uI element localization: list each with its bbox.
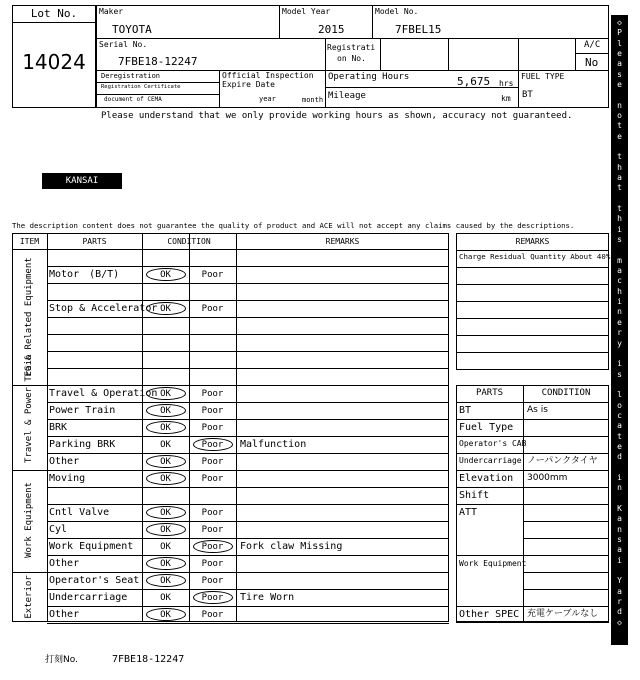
poor-label: Poor — [201, 559, 224, 569]
right-part-label: BT — [459, 405, 472, 416]
month-label: month — [302, 96, 324, 104]
poor-label: Poor — [201, 474, 224, 484]
sidebar-char: a — [617, 266, 622, 276]
row-line — [47, 521, 449, 522]
location-badge: KANSAI — [42, 173, 122, 189]
right-row-line — [456, 487, 609, 488]
ok-circle — [146, 302, 186, 315]
row-line — [47, 317, 449, 318]
sidebar-char: h — [617, 162, 622, 172]
part-label: Moving — [49, 473, 86, 484]
header-row-line-2 — [96, 70, 609, 71]
ok-label: OK — [160, 525, 171, 535]
sidebar-char: e — [617, 131, 622, 141]
row-line — [47, 453, 449, 454]
poor-label: Poor — [201, 423, 224, 433]
sidebar-char: e — [617, 49, 622, 59]
group-label: Exterior — [24, 575, 35, 619]
right-remarks-line: Charge Residual Quantity About 40% — [459, 252, 611, 261]
remarks-row-line — [456, 250, 609, 251]
ok-circle — [146, 608, 186, 621]
sidebar-notice — [611, 15, 628, 645]
sidebar-char: a — [617, 545, 622, 555]
sidebar-char: n — [617, 307, 622, 317]
remark-text: Malfunction — [240, 439, 307, 450]
km-unit: km — [501, 94, 511, 103]
part-label: Operator's Seat — [49, 575, 140, 586]
model-no-label: Model No. — [375, 7, 419, 16]
header-bottom-line — [12, 249, 449, 250]
header-vline — [518, 70, 519, 108]
right-subline — [523, 538, 609, 539]
right-part-label: Shift — [459, 490, 490, 501]
part-label: Cntl Valve — [49, 507, 110, 518]
sidebar-char: d — [617, 452, 622, 462]
row-line — [47, 334, 449, 335]
poor-label: Poor — [201, 406, 224, 416]
model-year-value: 2015 — [318, 23, 345, 36]
header-vline — [279, 5, 280, 38]
sidebar-char: t — [617, 204, 622, 214]
sidebar-char: t — [617, 152, 622, 162]
part-label: Undercarriage — [49, 592, 128, 603]
sidebar-char: P — [617, 28, 622, 38]
remark-text: Tire Worn — [240, 592, 295, 603]
sidebar-char: r — [617, 328, 622, 338]
header-vline — [575, 38, 576, 70]
ok-circle — [146, 472, 186, 485]
row-line — [47, 436, 449, 437]
poor-label: Poor — [201, 525, 224, 535]
dereg-label: Deregistration — [101, 72, 161, 80]
right-subline — [523, 572, 609, 573]
sidebar-char: i — [617, 555, 622, 565]
part-label: Other — [49, 558, 80, 569]
mileage-label: Mileage — [328, 91, 366, 101]
poor-label: Poor — [201, 576, 224, 586]
sidebar-char: t — [617, 121, 622, 131]
sidebar-char: a — [617, 514, 622, 524]
row-line — [47, 402, 449, 403]
ok-label: OK — [160, 406, 171, 416]
th-condition: CONDITION — [167, 237, 211, 246]
sidebar-char: a — [617, 59, 622, 69]
ok-circle — [146, 574, 186, 587]
right-subline — [523, 521, 609, 522]
sidebar-char: Y — [617, 576, 622, 586]
col-line — [47, 233, 48, 622]
poor-label: Poor — [201, 304, 224, 314]
sidebar-char: s — [617, 534, 622, 544]
sidebar-char: i — [617, 359, 622, 369]
row-line — [47, 555, 449, 556]
fuel-label: FUEL TYPE — [521, 72, 565, 81]
poor-label: Poor — [201, 389, 224, 399]
remarks-row-line — [456, 352, 609, 353]
row-line — [47, 470, 449, 471]
lot-number: 14024 — [22, 50, 86, 74]
part-label: BRK — [49, 422, 68, 433]
poor-label: Poor — [201, 440, 224, 450]
sidebar-char: l — [617, 390, 622, 400]
poor-label: Poor — [201, 457, 224, 467]
ok-label: OK — [160, 423, 171, 433]
sidebar-char: e — [617, 317, 622, 327]
right-part-label: Fuel Type — [459, 422, 514, 433]
ac-label: A/C — [584, 40, 601, 50]
right-part-label: Other SPEC — [459, 609, 520, 620]
sidebar-char: a — [617, 173, 622, 183]
ok-circle — [146, 523, 186, 536]
sidebar-char: ◇ — [617, 18, 622, 27]
ok-label: OK — [160, 559, 171, 569]
dereg-line — [96, 94, 219, 95]
remarks-row-line — [456, 301, 609, 302]
ok-label: OK — [160, 304, 171, 314]
stamp-label: 打刻No. — [45, 655, 78, 665]
right-condition-value: As is — [527, 405, 548, 415]
model-year-label: Model Year — [282, 7, 331, 16]
lot-label: Lot No. — [30, 7, 78, 20]
sidebar-char: e — [617, 80, 622, 90]
remarks-row-line — [456, 335, 609, 336]
th-parts: PARTS — [82, 237, 107, 246]
op-hours-label: Operating Hours — [328, 72, 410, 82]
ok-circle — [146, 268, 186, 281]
right-row-line — [456, 622, 609, 623]
disclaimer: The description content does not guarantee the quality of product and ACE will not accept any claims caused by the descriptions. — [12, 221, 575, 230]
right-condition-value: 3000mm — [527, 473, 568, 483]
row-line — [47, 266, 449, 267]
sidebar-char: e — [617, 441, 622, 451]
dereg-line — [96, 82, 219, 83]
ok-label: OK — [160, 593, 171, 603]
op-hours-value: 5,675 — [457, 75, 491, 88]
maker-value: TOYOTA — [112, 23, 152, 36]
serial-label: Serial No. — [99, 40, 148, 49]
sidebar-char: h — [617, 214, 622, 224]
fuel-value: BT — [522, 90, 533, 100]
poor-circle — [193, 438, 233, 451]
lot-divider — [12, 22, 96, 23]
sidebar-char: m — [617, 255, 622, 265]
maker-label: Maker — [99, 7, 124, 16]
ok-circle — [146, 455, 186, 468]
sidebar-char: n — [617, 483, 622, 493]
sidebar-char: s — [617, 69, 622, 79]
sidebar-char: t — [617, 183, 622, 193]
poor-circle — [193, 591, 233, 604]
row-line — [47, 283, 449, 284]
right-subline — [523, 589, 609, 590]
cema-label: document of CEMA — [104, 96, 162, 103]
sidebar-char: n — [617, 524, 622, 534]
group-label: Work Equipment — [24, 482, 35, 558]
sidebar-char: n — [617, 100, 622, 110]
right-part-label: Undercarriage — [459, 456, 522, 465]
part-label: Other — [49, 456, 80, 467]
row-line — [47, 300, 449, 301]
row-line — [47, 589, 449, 590]
sidebar-char: r — [617, 596, 622, 606]
row-line — [47, 538, 449, 539]
part-label: Parking BRK — [49, 439, 116, 450]
poor-label: Poor — [201, 610, 224, 620]
ok-label: OK — [160, 270, 171, 280]
header-row-line-1 — [96, 38, 609, 39]
row-line — [47, 606, 449, 607]
accuracy-notice: Please understand that we only provide working hours as shown, accuracy not guaranteed. — [101, 111, 573, 121]
remarks-row-line — [456, 284, 609, 285]
row-line — [47, 368, 449, 369]
serial-value: 7FBE18-12247 — [118, 55, 198, 68]
header-vline — [380, 38, 381, 70]
sidebar-char: l — [617, 38, 622, 48]
remark-text: Fork claw Missing — [240, 541, 343, 552]
part-label: Cyl — [49, 524, 68, 535]
remarks-row-line — [456, 267, 609, 268]
poor-label: Poor — [201, 542, 224, 552]
right-row-line — [456, 606, 609, 607]
part-label: Motor (B/T) — [49, 269, 120, 280]
header-vline — [219, 70, 220, 108]
poor-label: Poor — [201, 593, 224, 603]
sidebar-char: a — [617, 586, 622, 596]
right-row-line — [456, 555, 609, 556]
group-label: EG & Related Equipment — [24, 257, 35, 377]
row-line — [47, 487, 449, 488]
ok-circle — [146, 387, 186, 400]
right-condition-value: ノーパンクタイヤ — [527, 456, 598, 466]
row-line — [47, 351, 449, 352]
reg-cert-label: Registration Certificate — [101, 84, 181, 90]
ok-label: OK — [160, 542, 171, 552]
registration-label-1: Registrati — [327, 43, 376, 52]
row-line — [47, 572, 449, 573]
header-vline — [518, 38, 519, 70]
sidebar-char: o — [617, 400, 622, 410]
ok-circle — [146, 506, 186, 519]
part-label: Work Equipment — [49, 541, 134, 552]
model-no-value: 7FBEL15 — [395, 23, 442, 36]
ok-label: OK — [160, 389, 171, 399]
right-row-line — [456, 419, 609, 420]
sidebar-char: s — [617, 235, 622, 245]
right-part-label: Operator's CAB — [459, 439, 527, 448]
ok-circle — [146, 404, 186, 417]
stamp-value: 7FBE18-12247 — [112, 654, 185, 665]
right-part-label: ATT — [459, 507, 478, 518]
inspection-label-1: Official Inspection — [222, 71, 314, 80]
right-row-line — [456, 402, 609, 403]
row-line — [47, 623, 449, 624]
sidebar-char: c — [617, 276, 622, 286]
sidebar-char: d — [617, 607, 622, 617]
sidebar-char: s — [617, 369, 622, 379]
part-label: Other — [49, 609, 80, 620]
ok-label: OK — [160, 474, 171, 484]
part-label: Travel & Operation — [49, 388, 158, 399]
right-row-line — [456, 504, 609, 505]
ok-label: OK — [160, 610, 171, 620]
poor-label: Poor — [201, 508, 224, 518]
ok-circle — [146, 421, 186, 434]
ok-label: OK — [160, 508, 171, 518]
group-label: Travel & Power Train — [24, 354, 35, 463]
year-label: year — [259, 95, 276, 103]
right-row-line — [456, 470, 609, 471]
right-row-line — [456, 436, 609, 437]
sidebar-char: ◇ — [617, 617, 622, 627]
row-line — [47, 419, 449, 420]
ok-label: OK — [160, 576, 171, 586]
poor-label: Poor — [201, 270, 224, 280]
ok-label: OK — [160, 440, 171, 450]
sidebar-char: o — [617, 111, 622, 121]
col-line — [236, 233, 237, 622]
right-remarks-header: REMARKS — [515, 237, 550, 246]
th-remarks: REMARKS — [325, 237, 360, 246]
registration-label-2: on No. — [337, 54, 366, 63]
header-vline — [448, 38, 449, 70]
ac-divider — [575, 53, 609, 54]
sidebar-char: K — [617, 503, 622, 513]
sidebar-char: i — [617, 297, 622, 307]
hrs-unit: hrs — [499, 79, 514, 88]
remarks-row-line — [456, 318, 609, 319]
part-label: Power Train — [49, 405, 116, 416]
sidebar-char: i — [617, 224, 622, 234]
sidebar-char: y — [617, 338, 622, 348]
poor-circle — [193, 540, 233, 553]
group-line — [12, 385, 449, 386]
sidebar-char: h — [617, 286, 622, 296]
row-line — [47, 504, 449, 505]
ok-circle — [146, 557, 186, 570]
header-vline — [325, 70, 326, 108]
th-right-parts: PARTS — [475, 388, 504, 398]
th-item: ITEM — [19, 237, 40, 246]
sidebar-char: i — [617, 472, 622, 482]
inspection-label-2: Expire Date — [222, 80, 275, 89]
sidebar-char: t — [617, 431, 622, 441]
sidebar-char: a — [617, 421, 622, 431]
ac-value: No — [585, 56, 599, 69]
header-vline — [372, 5, 373, 38]
sidebar-char: c — [617, 410, 622, 420]
right-condition-value: 充電ケーブルなし — [527, 609, 599, 619]
th-right-condition: CONDITION — [541, 388, 591, 398]
right-row-line — [456, 453, 609, 454]
part-label: Stop & Accelerator — [49, 303, 158, 314]
ok-label: OK — [160, 457, 171, 467]
header-vline — [325, 38, 326, 70]
right-part-label: Elevation — [459, 473, 514, 484]
right-part-label: Work Equipment — [459, 559, 527, 568]
